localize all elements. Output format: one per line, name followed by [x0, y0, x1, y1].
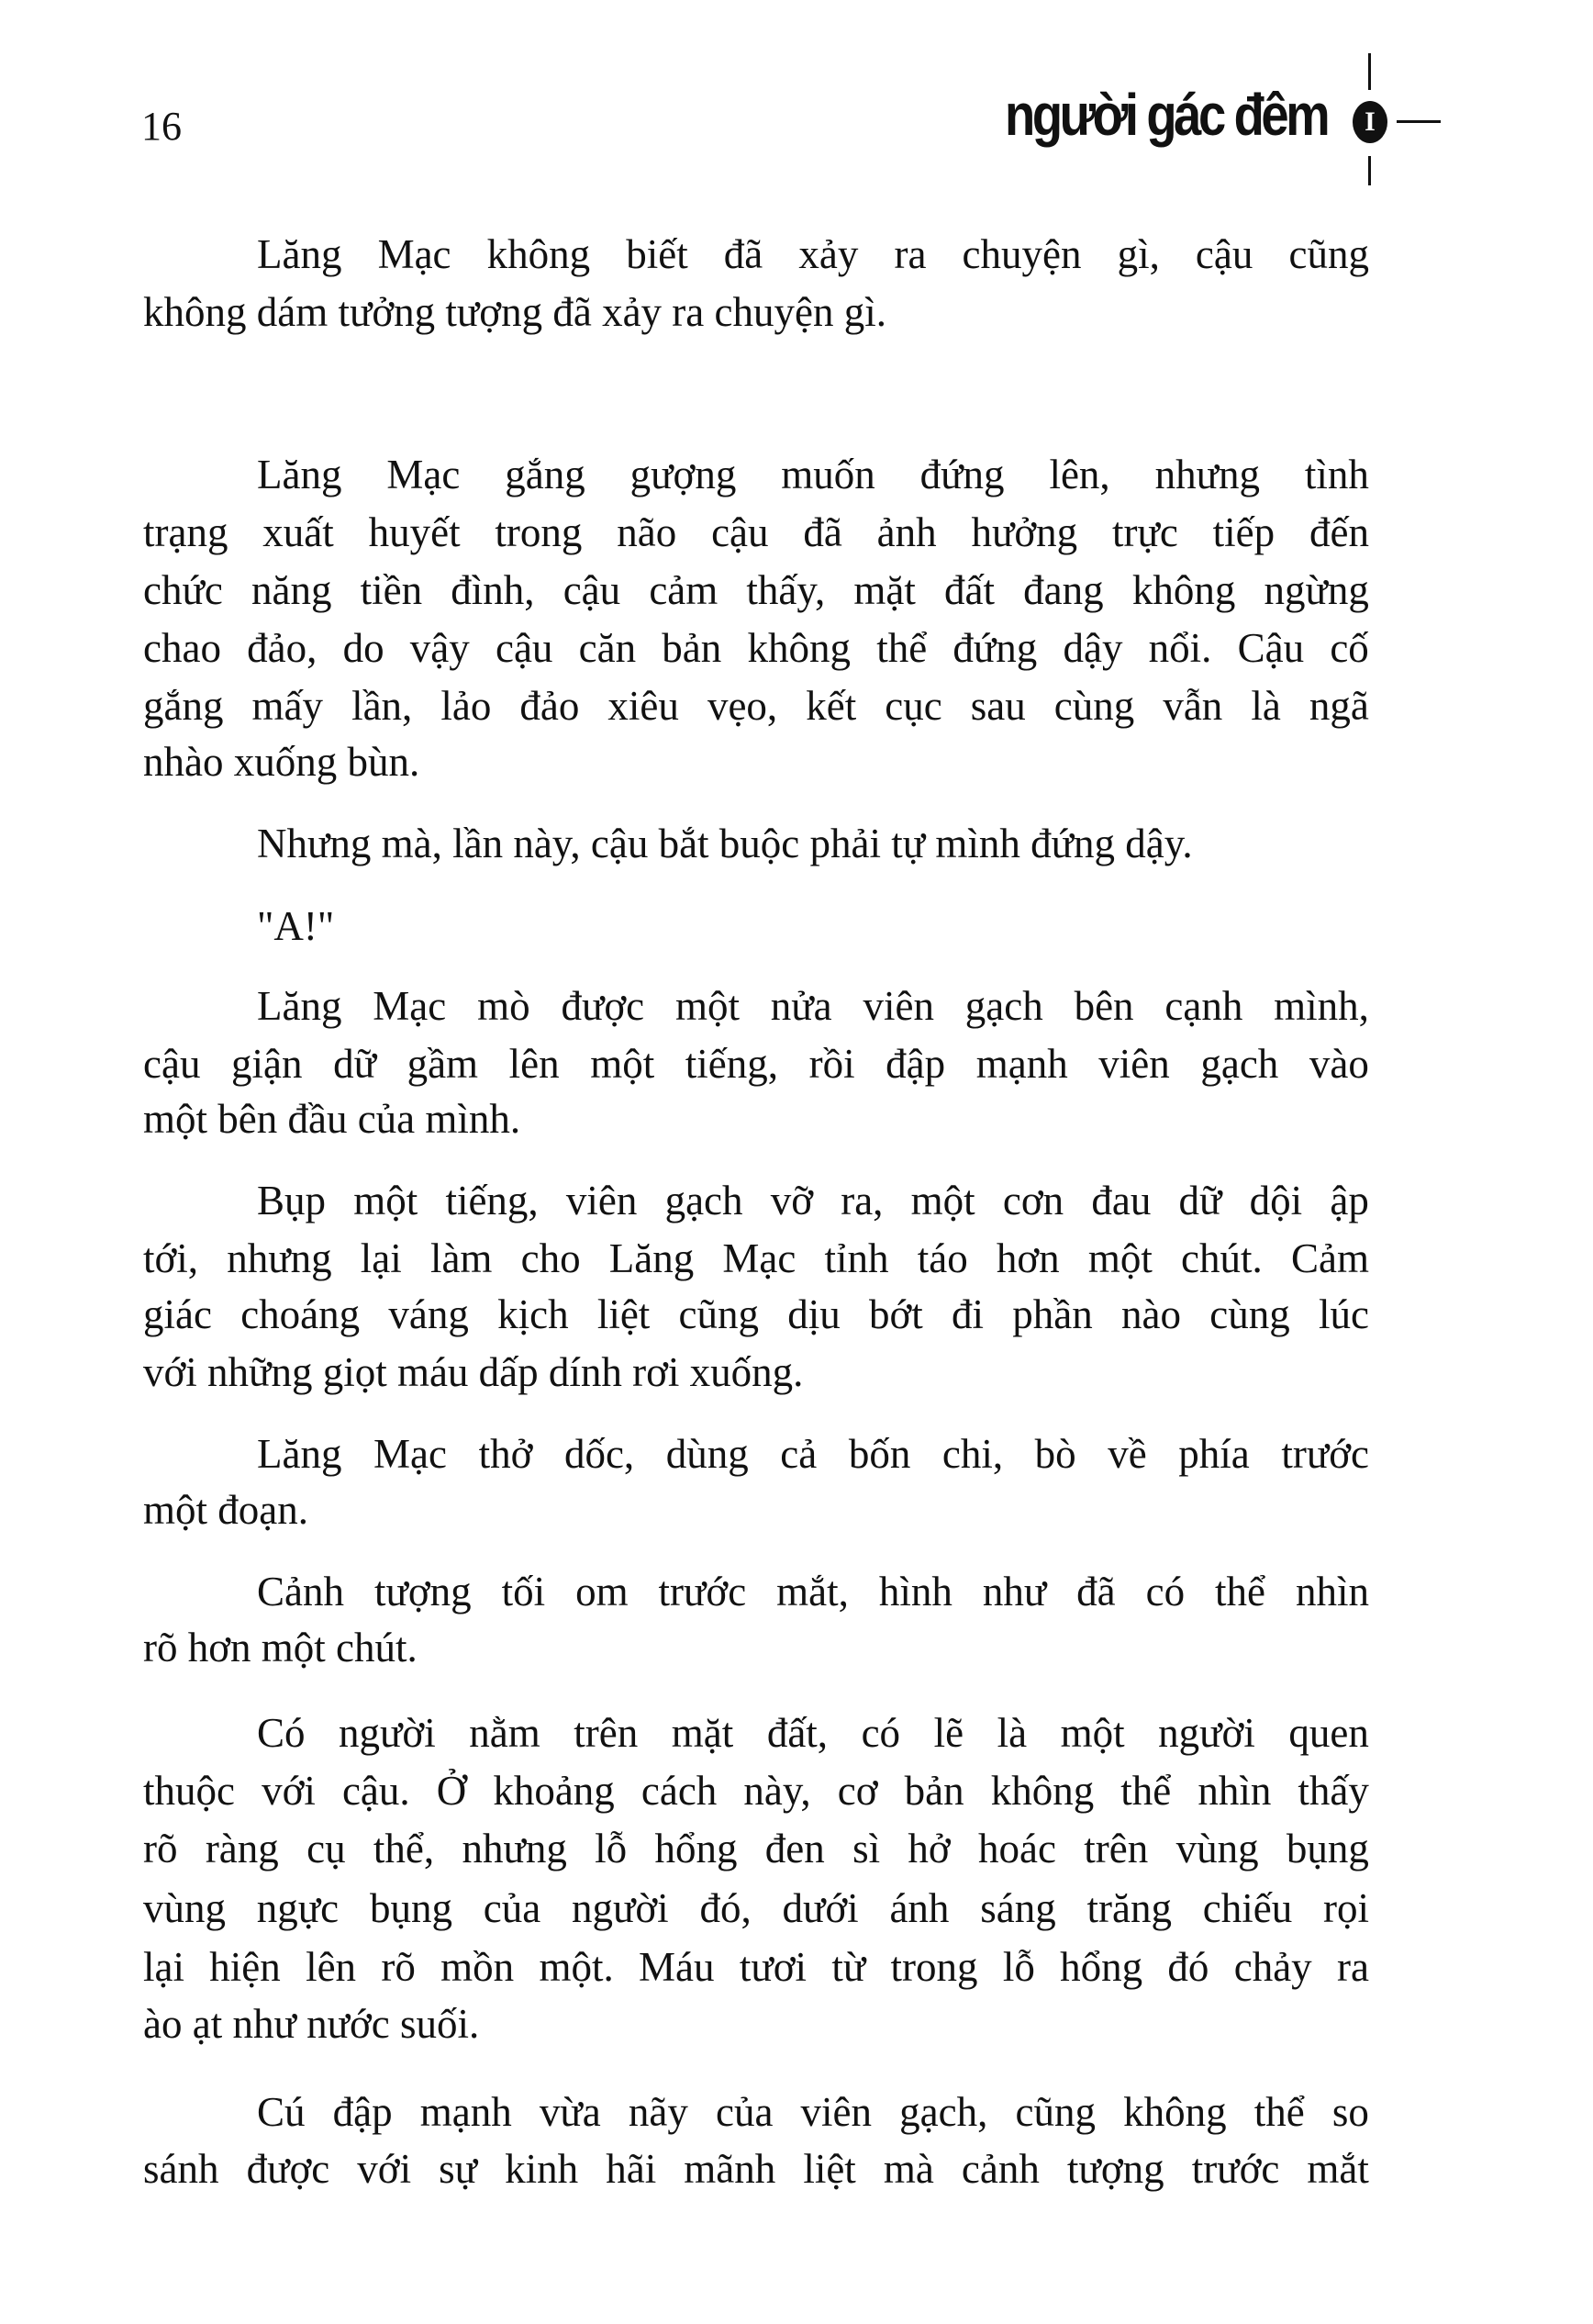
text-line: sánh được với sự kinh hãi mãnh liệt mà cảnh tượng trước mắt: [143, 2146, 1369, 2192]
text-line: một đoạn.: [143, 1487, 308, 1533]
text-line: trạng xuất huyết trong não cậu đã ảnh hưởng trực tiếp đến: [143, 509, 1369, 555]
volume-marker-bottom-line: [1368, 156, 1371, 185]
text-line: lại hiện lên rõ mồn một. Máu tươi từ trong lỗ hổng đó chảy ra: [143, 1944, 1369, 1990]
text-line: Lăng Mạc thở dốc, dùng cả bốn chi, bò về phía trước: [257, 1431, 1369, 1477]
text-line: với những giọt máu dấp dính rơi xuống.: [143, 1349, 804, 1395]
text-line: gắng mấy lần, lảo đảo xiêu vẹo, kết cục sau cùng vẫn là ngã: [143, 683, 1369, 729]
page-number: 16: [141, 104, 182, 149]
text-line: Cú đập mạnh vừa nãy của viên gạch, cũng không thể so: [257, 2089, 1369, 2135]
text-line: "A!": [257, 903, 335, 949]
text-line: Lăng Mạc gắng gượng muốn đứng lên, nhưng tình: [257, 452, 1369, 497]
text-line: không dám tưởng tượng đã xảy ra chuyện gì.: [143, 289, 886, 335]
text-line: chao đảo, do vậy cậu căn bản không thể đứng dậy nổi. Cậu cố: [143, 625, 1369, 671]
text-line: Nhưng mà, lần này, cậu bắt buộc phải tự mình đứng dậy.: [257, 821, 1193, 866]
text-line: Có người nằm trên mặt đất, có lẽ là một người quen: [257, 1710, 1369, 1756]
volume-marker-top-line: [1368, 53, 1371, 90]
text-line: ào ạt như nước suối.: [143, 2001, 480, 2047]
text-line: cậu giận dữ gầm lên một tiếng, rồi đập mạnh viên gạch vào: [143, 1041, 1369, 1087]
running-title: người gác đêm: [1004, 82, 1327, 148]
text-line: Cảnh tượng tối om trước mắt, hình như đã có thể nhìn: [257, 1569, 1369, 1615]
text-line: rõ ràng cụ thể, nhưng lỗ hổng đen sì hở hoác trên vùng bụng: [143, 1826, 1369, 1871]
text-line: vùng ngực bụng của người đó, dưới ánh sáng trăng chiếu rọi: [143, 1885, 1369, 1931]
text-line: Lăng Mạc mò được một nửa viên gạch bên cạnh mình,: [257, 983, 1369, 1029]
volume-marker-dash: [1397, 120, 1441, 123]
text-line: Bụp một tiếng, viên gạch vỡ ra, một cơn đau dữ dội ập: [257, 1178, 1369, 1223]
text-line: chức năng tiền đình, cậu cảm thấy, mặt đất đang không ngừng: [143, 567, 1369, 613]
text-line: rõ hơn một chút.: [143, 1625, 418, 1670]
text-line: giác choáng váng kịch liệt cũng dịu bớt đi phần nào cùng lúc: [143, 1291, 1369, 1337]
text-line: Lăng Mạc không biết đã xảy ra chuyện gì, cậu cũng: [257, 231, 1369, 277]
text-line: một bên đầu của mình.: [143, 1096, 521, 1142]
volume-badge: I: [1353, 101, 1387, 143]
text-line: nhào xuống bùn.: [143, 739, 420, 785]
text-line: tới, nhưng lại làm cho Lăng Mạc tỉnh táo hơn một chút. Cảm: [143, 1235, 1369, 1281]
text-line: thuộc với cậu. Ở khoảng cách này, cơ bản không thể nhìn thấy: [143, 1768, 1369, 1814]
